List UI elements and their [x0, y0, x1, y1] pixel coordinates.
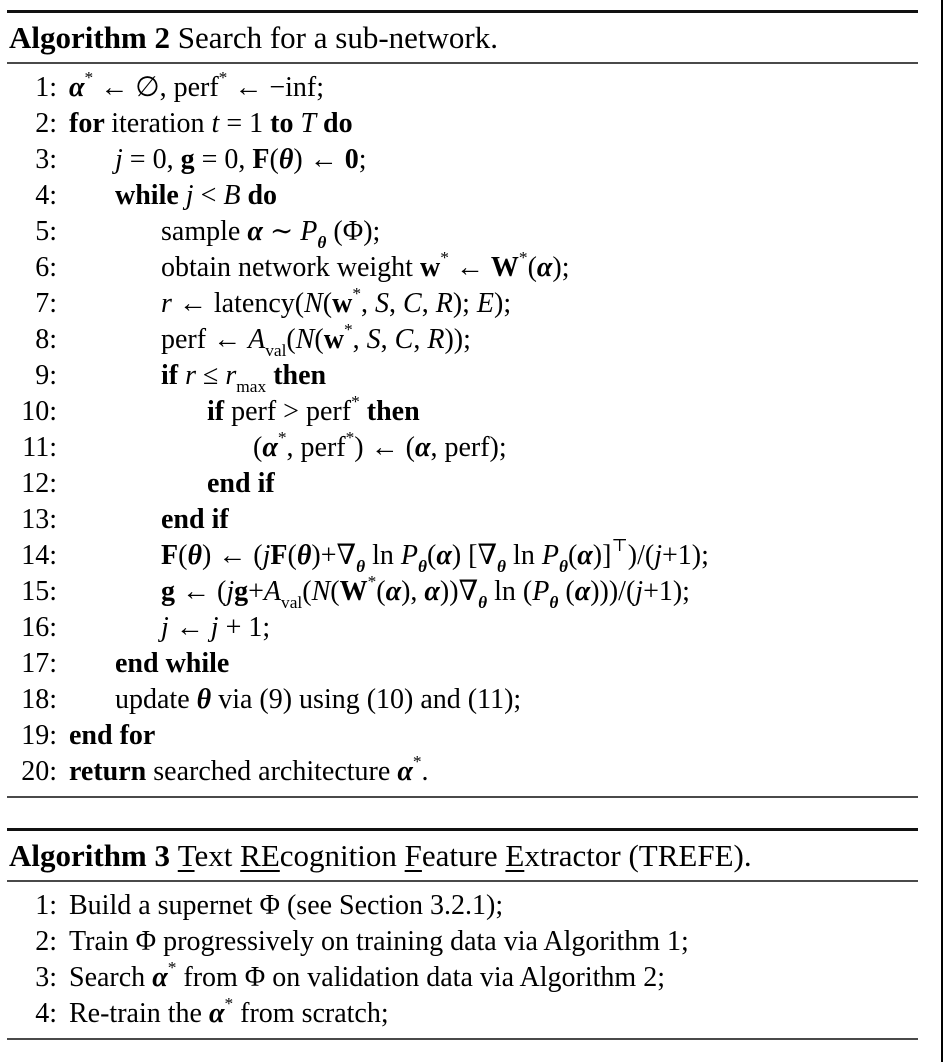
text-segment: (	[427, 540, 437, 571]
text-segment: *	[351, 392, 360, 412]
text-segment: α	[262, 432, 278, 463]
paper-page	[7, 10, 918, 1040]
text-segment: (	[376, 576, 386, 607]
text-segment: from Φ on validation data via Algorithm 2;	[176, 962, 665, 993]
line-number: 15:	[21, 576, 57, 607]
text-segment: return	[69, 756, 154, 787]
text-segment: sample	[161, 216, 248, 247]
line-content	[69, 646, 229, 682]
text-segment: ,	[380, 324, 395, 355]
text-segment: );	[452, 288, 477, 319]
algorithm-2-title	[7, 13, 918, 62]
text-segment: R	[427, 324, 445, 355]
text-segment: *	[84, 68, 94, 88]
text-segment: w	[323, 324, 344, 355]
text-segment: ) [∇	[451, 540, 498, 571]
text-segment: E	[505, 838, 525, 873]
text-segment: θ	[549, 593, 559, 613]
line-number: 10:	[21, 396, 57, 427]
text-segment: r	[225, 360, 237, 391]
text-segment: N	[311, 576, 331, 607]
text-segment: (	[567, 540, 578, 571]
text-segment: *	[345, 428, 355, 448]
algo-line	[7, 682, 918, 718]
text-segment: j	[115, 144, 123, 175]
text-segment: <	[193, 180, 224, 211]
text-segment: do	[323, 108, 353, 139]
text-segment: *	[518, 248, 528, 268]
text-segment: *	[224, 994, 234, 1014]
text-segment: T	[300, 108, 317, 139]
text-segment: θ	[417, 557, 427, 577]
line-number: 5:	[35, 216, 57, 247]
algo-line	[7, 960, 918, 996]
text-segment: (	[253, 432, 263, 463]
text-segment: α	[424, 576, 440, 607]
line-number: 1:	[35, 890, 57, 921]
text-segment: +	[248, 576, 264, 607]
text-segment: ) ← (	[201, 540, 263, 571]
text-segment: j	[210, 612, 219, 643]
algo-line	[7, 646, 918, 682]
line-number: 4:	[35, 998, 57, 1029]
text-segment: (	[269, 144, 279, 175]
text-segment: B	[223, 180, 241, 211]
text-segment: obtain network weight	[161, 252, 420, 283]
text-segment: ⊤	[611, 536, 628, 556]
text-segment: ) ← (	[354, 432, 415, 463]
line-number: 11:	[22, 432, 57, 463]
text-segment: xtractor (TREFE).	[524, 838, 752, 873]
text-segment: θ	[497, 557, 507, 577]
text-segment: ,	[352, 324, 367, 355]
text-segment: N	[295, 324, 315, 355]
text-segment: j	[161, 612, 169, 643]
text-segment: ← ∅, perf	[93, 72, 219, 103]
text-segment: Algorithm 2	[9, 20, 178, 55]
text-segment: perf ←	[161, 324, 249, 355]
text-segment: j	[185, 180, 194, 211]
line-number: 12:	[21, 468, 57, 499]
text-segment: ,	[413, 324, 428, 355]
text-segment: end if	[207, 468, 275, 499]
text-segment: ,	[361, 288, 376, 319]
text-segment: max	[236, 377, 267, 397]
line-content	[69, 466, 275, 502]
algo-line	[7, 142, 918, 178]
text-segment: )/(	[627, 540, 655, 571]
text-segment: g	[180, 144, 195, 175]
line-number: 2:	[35, 926, 57, 957]
line-content	[69, 754, 429, 790]
line-number: 14:	[21, 540, 57, 571]
text-segment: )+∇	[311, 540, 357, 571]
line-content	[69, 924, 689, 960]
line-content	[69, 358, 327, 397]
line-number: 16:	[21, 612, 57, 643]
text-segment: g	[161, 576, 175, 607]
text-segment: t	[211, 108, 220, 139]
text-segment: α	[536, 252, 553, 283]
algo-line	[7, 996, 918, 1032]
text-segment: α	[385, 576, 402, 607]
algo-line	[7, 394, 918, 430]
text-segment: r	[161, 288, 172, 319]
block-spacer	[7, 798, 918, 828]
text-segment: ext	[194, 838, 241, 873]
text-segment: = 0,	[194, 144, 253, 175]
text-segment: , perf	[286, 432, 346, 463]
text-segment: ),	[401, 576, 425, 607]
text-segment	[360, 396, 367, 427]
text-segment: ,	[421, 288, 436, 319]
algo-line	[7, 178, 918, 214]
algorithm-3-title	[7, 831, 918, 880]
text-segment: θ	[317, 233, 327, 253]
text-segment: α	[397, 756, 413, 787]
line-content	[69, 394, 420, 430]
text-segment: = 0,	[122, 144, 181, 175]
text-segment: Algorithm 3	[9, 838, 178, 873]
text-segment: *	[412, 752, 422, 772]
text-segment: );	[552, 252, 570, 283]
line-content	[69, 430, 507, 466]
line-number: 3:	[35, 144, 57, 175]
text-segment: j	[654, 540, 662, 571]
line-number: 9:	[35, 360, 57, 391]
text-segment: *	[440, 248, 449, 268]
text-segment: θ	[196, 684, 212, 715]
text-segment: end for	[69, 720, 156, 751]
text-segment: ← (	[175, 576, 227, 607]
line-number: 18:	[21, 684, 57, 715]
text-segment: ←	[448, 252, 491, 283]
text-segment: (	[330, 576, 340, 607]
text-segment: )))/(	[590, 576, 636, 607]
text-segment: ←	[168, 612, 211, 643]
line-content	[69, 286, 511, 322]
text-segment: from scratch;	[233, 998, 389, 1029]
text-segment: = 1	[219, 108, 271, 139]
text-segment: end while	[115, 648, 230, 679]
text-segment: *	[167, 958, 177, 978]
text-segment: Re-train the	[69, 998, 209, 1029]
text-segment: if	[161, 360, 186, 391]
text-segment: while	[115, 180, 186, 211]
text-segment: *	[277, 428, 287, 448]
algo-line	[7, 466, 918, 502]
text-segment: α	[152, 962, 168, 993]
text-segment: to	[270, 108, 301, 139]
text-segment: (	[287, 540, 297, 571]
line-number: 7:	[35, 288, 57, 319]
text-segment: searched architecture	[153, 756, 398, 787]
text-segment: RE	[240, 838, 280, 873]
text-segment: )]	[592, 540, 612, 571]
text-segment: g	[234, 576, 249, 607]
text-segment: F	[404, 838, 422, 873]
text-segment: A	[263, 576, 282, 607]
text-segment: for	[69, 108, 112, 139]
algo-line	[7, 610, 918, 646]
line-content	[69, 718, 155, 754]
line-content	[69, 888, 503, 924]
text-segment: eature	[421, 838, 506, 873]
text-segment: (	[178, 540, 188, 571]
text-segment: P	[532, 576, 550, 607]
line-content	[69, 178, 277, 214]
text-segment: A	[248, 324, 266, 355]
text-segment: ln (	[487, 576, 533, 607]
text-segment: + 1;	[218, 612, 271, 643]
text-segment: val	[281, 593, 303, 613]
line-number: 17:	[21, 648, 57, 679]
text-segment: j	[262, 540, 271, 571]
text-segment: via (9) using (10) and (11);	[211, 684, 522, 715]
text-segment	[316, 108, 323, 139]
text-segment: (	[558, 576, 575, 607]
text-segment: (	[322, 288, 333, 319]
text-segment: α	[69, 72, 85, 103]
text-segment: ));	[444, 324, 471, 355]
text-segment: (	[302, 576, 312, 607]
text-segment: Search for a sub-network.	[177, 20, 498, 55]
text-segment: *	[343, 320, 353, 340]
text-segment: C	[403, 288, 422, 319]
line-number: 3:	[35, 962, 57, 993]
line-content	[69, 996, 389, 1032]
line-content	[69, 250, 570, 286]
text-segment: W	[339, 576, 368, 607]
text-segment: iteration	[111, 108, 212, 139]
text-segment: +1);	[643, 576, 690, 607]
text-segment: P	[541, 540, 559, 571]
text-segment: α	[436, 540, 452, 571]
line-number: 4:	[35, 180, 57, 211]
text-segment: P	[300, 216, 318, 247]
text-segment: +1);	[661, 540, 709, 571]
text-segment: *	[218, 68, 228, 88]
text-segment: α	[574, 576, 591, 607]
line-content	[69, 960, 665, 996]
text-segment: j	[226, 576, 235, 607]
line-content	[69, 536, 709, 577]
text-segment: θ	[278, 144, 294, 175]
text-segment: θ	[296, 540, 312, 571]
text-segment: α	[577, 540, 593, 571]
text-segment: ,	[389, 288, 404, 319]
text-segment: ln	[506, 540, 542, 571]
line-number: 2:	[35, 108, 57, 139]
algorithm-2-block	[7, 10, 918, 798]
text-segment: end if	[161, 504, 229, 535]
line-content	[69, 610, 270, 646]
algo-line	[7, 286, 918, 322]
text-segment: w	[419, 252, 441, 283]
text-segment: , perf);	[430, 432, 507, 463]
text-segment: ) ←	[293, 144, 345, 175]
text-segment: (	[314, 324, 324, 355]
text-segment: ≤	[196, 360, 226, 391]
text-segment: j	[635, 576, 644, 607]
line-content	[69, 320, 471, 361]
text-segment: (	[286, 324, 296, 355]
text-segment: then	[366, 396, 420, 427]
text-segment: perf > perf	[231, 396, 352, 427]
text-segment: Train Φ progressively on training data via Algorithm 1;	[69, 926, 689, 957]
algo-line	[7, 430, 918, 466]
line-number: 6:	[35, 252, 57, 283]
text-segment: F	[161, 540, 179, 571]
text-segment: α	[208, 998, 225, 1029]
algo-line	[7, 502, 918, 538]
algo-line	[7, 250, 918, 286]
text-segment: ;	[358, 144, 367, 175]
text-segment: update	[115, 684, 197, 715]
algo-line	[7, 718, 918, 754]
text-segment: θ	[478, 593, 488, 613]
text-segment: α	[247, 216, 263, 247]
text-segment: ∼	[262, 216, 301, 247]
text-segment: do	[247, 180, 278, 211]
algo-line	[7, 924, 918, 960]
text-segment: ))∇	[439, 576, 479, 607]
text-segment: ← −inf;	[227, 72, 325, 103]
text-segment: E	[476, 288, 495, 319]
algo-line	[7, 888, 918, 924]
text-segment: 0	[344, 144, 359, 175]
line-content	[69, 682, 521, 718]
algorithm-2-body	[7, 64, 918, 796]
line-number: 13:	[21, 504, 57, 535]
text-segment: C	[394, 324, 414, 355]
text-segment: (	[527, 252, 537, 283]
text-segment: F	[252, 144, 270, 175]
line-number: 8:	[35, 324, 57, 355]
text-segment: );	[494, 288, 512, 319]
line-content	[69, 106, 353, 142]
line-number: 19:	[21, 720, 57, 751]
algorithm-3-block	[7, 828, 918, 1040]
text-segment: W	[490, 252, 519, 283]
line-number: 1:	[35, 72, 57, 103]
line-content	[69, 572, 690, 613]
text-segment: R	[435, 288, 453, 319]
text-segment: if	[207, 396, 232, 427]
algo-line	[7, 106, 918, 142]
line-content	[69, 502, 229, 538]
algorithm-3-body	[7, 882, 918, 1038]
text-segment: α	[414, 432, 431, 463]
text-segment: *	[367, 572, 377, 592]
line-content	[69, 142, 366, 178]
text-segment: .	[421, 756, 429, 787]
algo-line	[7, 320, 918, 361]
text-segment: Build a supernet Φ (see Section 3.2.1);	[69, 890, 504, 921]
text-segment: ← latency(	[171, 288, 305, 319]
text-segment: cognition	[279, 838, 405, 873]
text-segment: θ	[356, 557, 366, 577]
text-segment: T	[177, 838, 195, 873]
line-content	[69, 214, 381, 253]
text-segment: ln	[365, 540, 401, 571]
line-content	[69, 70, 324, 106]
algo-line	[7, 572, 918, 613]
algo-line	[7, 358, 918, 397]
text-segment: S	[366, 324, 381, 355]
algo-line	[7, 70, 918, 106]
text-segment: N	[304, 288, 323, 319]
algo-line	[7, 214, 918, 253]
line-number: 20:	[21, 756, 57, 787]
text-segment: θ	[187, 540, 202, 571]
algorithm-3-bottom-rule	[7, 1038, 918, 1040]
text-segment: *	[352, 284, 362, 304]
text-segment: P	[400, 540, 418, 571]
text-segment: r	[185, 360, 197, 391]
text-segment: θ	[558, 557, 568, 577]
text-segment: F	[270, 540, 288, 571]
text-segment: then	[273, 360, 327, 391]
text-segment: val	[265, 341, 287, 361]
algo-line	[7, 754, 918, 790]
algo-line	[7, 536, 918, 577]
text-segment: S	[375, 288, 390, 319]
text-segment: (Φ);	[326, 216, 381, 247]
text-segment: Search	[69, 962, 153, 993]
text-segment: w	[332, 288, 353, 319]
